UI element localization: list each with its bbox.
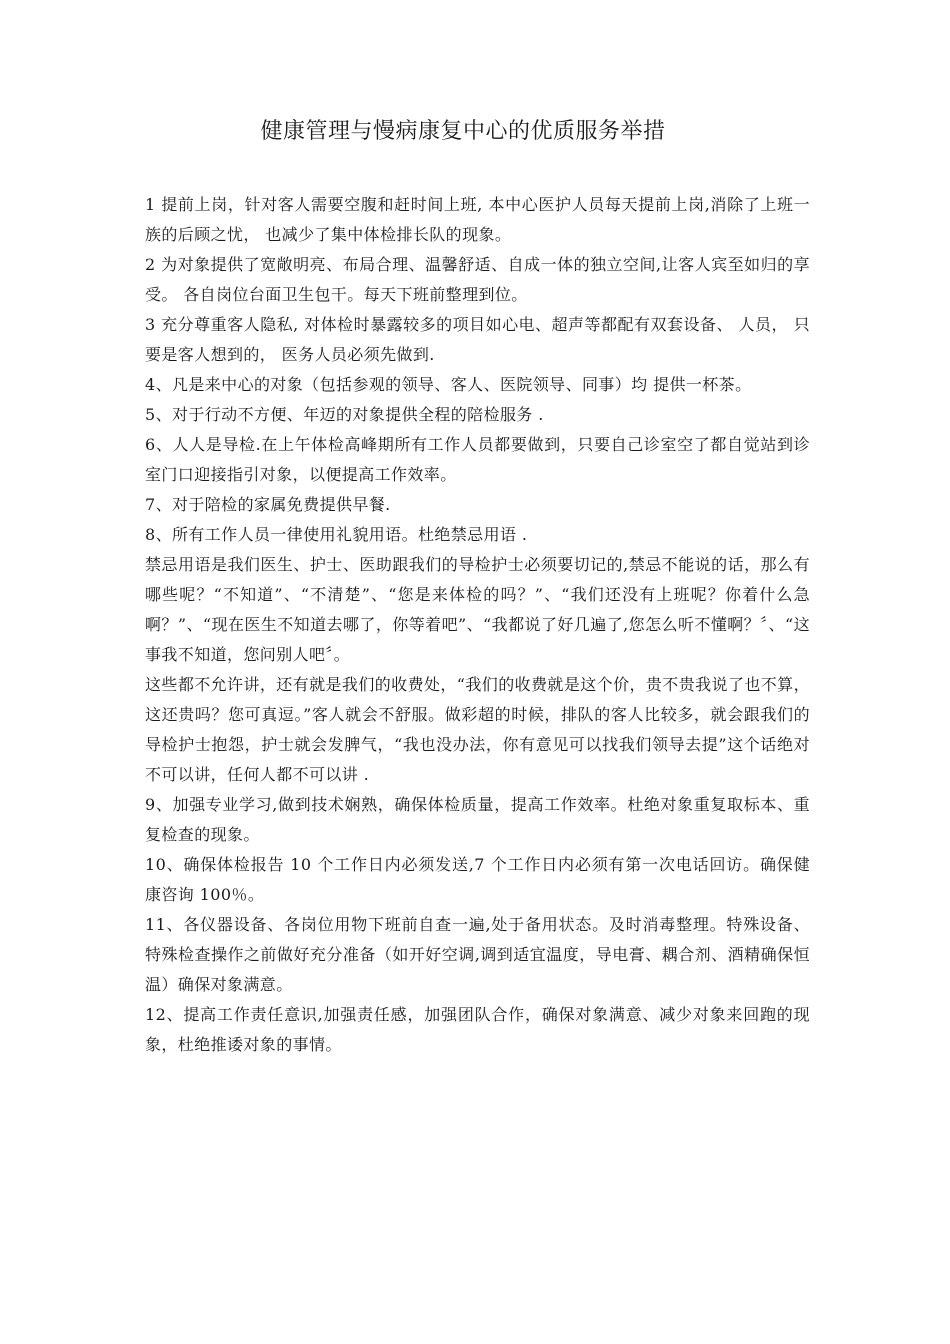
paragraph-3: 3 充分尊重客人隐私, 对体检时暴露较多的项目如心电、超声等都配有双套设备、 人员， 只要是客人想到的， 医务人员必须先做到. [145, 315, 810, 364]
document-body [145, 190, 810, 1060]
paragraph-9: 9、加强专业学习,做到技术娴熟，确保体检质量，提高工作效率。杜绝对象重复取标本、重复检查的现象。 [145, 795, 810, 844]
paragraph-2: 2 为对象提供了宽敞明亮、布局合理、温馨舒适、自成一体的独立空间,让客人宾至如归的享受。 各自岗位台面卫生包干。每天下班前整理到位。 [145, 255, 810, 304]
paragraph-11: 11、各仪器设备、各岗位用物下班前自查一遍,处于备用状态。及时消毒整理。特殊设备、特殊检查操作之前做好充分准备（如开好空调,调到适宜温度，导电膏、耦合剂、酒精确保恒温）确保对象满意。 [145, 915, 810, 994]
document-title: 健康管理与慢病康复中心的优质服务举措 [260, 119, 666, 144]
paragraph-1: 1 提前上岗，针对客人需要空腹和赶时间上班, 本中心医护人员每天提前上岗,消除了上班一族的后顾之忧， 也减少了集中体检排长队的现象。 [145, 195, 810, 244]
paragraph-4: 4、凡是来中心的对象（包括参观的领导、客人、医院领导、同事）均 提供一杯茶。 [145, 375, 752, 394]
paragraph-taboo-examples: 这些都不允许讲，还有就是我们的收费处，“我们的收费就是这个价，贵不贵我说了也不算，这还贵吗？您可真逗。”客人就会不舒服。做彩超的时候，排队的客人比较多，就会跟我们的导检护士抱怨，护士就会发脾气，“我也没办法，你有意见可以找我们领导去提”这个话绝对不可以讲，任何人都不可以讲 . [145, 675, 810, 784]
paragraph-7: 7、对于陪检的家属免费提供早餐. [145, 495, 391, 514]
paragraph-8: 8、所有工作人员一律使用礼貌用语。杜绝禁忌用语 . [145, 525, 528, 544]
paragraph-6: 6、人人是导检.在上午体检高峰期所有工作人员都要做到，只要自己诊室空了都自觉站到诊室门口迎接指引对象，以便提高工作效率。 [145, 435, 810, 484]
paragraph-10: 10、确保体检报告 10 个工作日内必须发送,7 个工作日内必须有第一次电话回访。确保健康咨询 100％。 [145, 855, 810, 904]
paragraph-5: 5、对于行动不方便、年迈的对象提供全程的陪检服务 . [145, 405, 544, 424]
paragraph-12: 12、提高工作责任意识,加强责任感，加强团队合作，确保对象满意、减少对象来回跑的现象，杜绝推诿对象的事情。 [145, 1005, 810, 1054]
paragraph-taboo-phrases: 禁忌用语是我们医生、护士、医助跟我们的导检护士必须要切记的,禁忌不能说的话，那么有哪些呢？“不知道”、“不清楚”、“您是来体检的吗？”、“我们还没有上班呢？你着什么急啊？”、“现在医生不知道去哪了，你等着吧”、“我都说了好几遍了,您怎么听不懂啊？〞、“这事我不知道，您问别人吧〞。 [145, 555, 810, 664]
